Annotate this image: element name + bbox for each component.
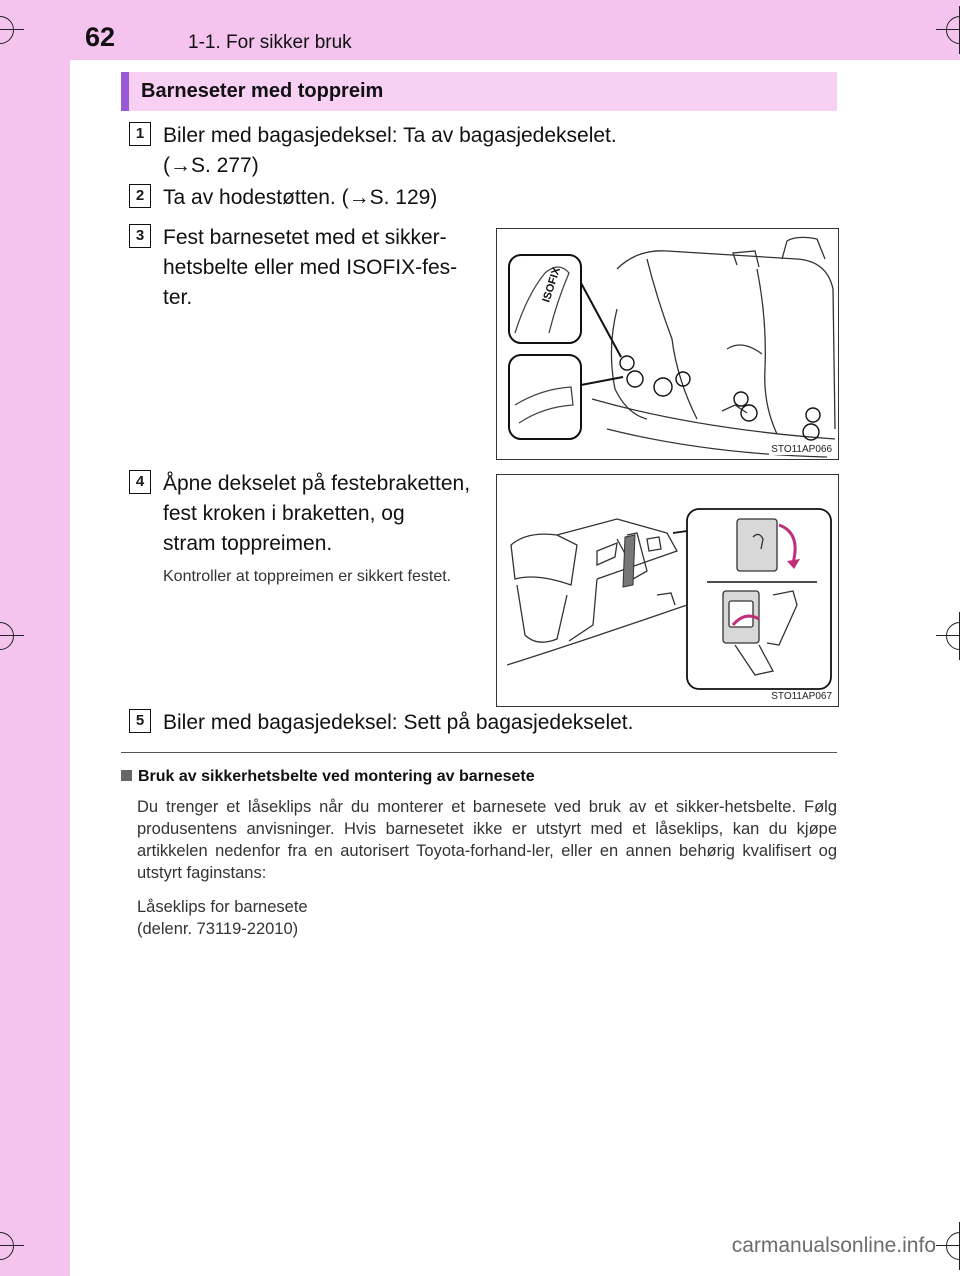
crop-mark-icon [0,6,24,54]
part-number: (delenr. 73119-22010) [137,920,299,938]
figure-code: STO11AP066 [771,444,832,455]
step-text-ref: (→S. 277) [163,154,259,177]
watermark: carmanualsonline.info [731,1234,936,1257]
crop-mark-icon [0,1222,24,1270]
figure-rear-seat-isofix [496,228,839,460]
step-text: Biler med bagasjedeksel: Ta av bagasjedekselet. [163,124,617,147]
crop-mark-icon [0,612,24,660]
rear-seat-illustration [497,229,838,459]
step-text: Fest barnesetet med et sikker- [163,226,447,249]
step-text: hetsbelte eller med ISOFIX-fes- [163,256,458,279]
figure-code: STO11AP067 [771,691,832,702]
page-number: 62 [85,22,116,52]
section-divider [121,752,837,753]
figure-top-tether-bracket [496,474,839,707]
tether-bracket-illustration [497,475,838,706]
step-text: stram toppreimen. [163,532,333,555]
isofix-label: ISOFIX [540,265,563,304]
crop-mark-icon [936,612,960,660]
crop-mark-icon [936,6,960,54]
subheading: Barneseter med toppreim [121,72,837,111]
note-heading [121,768,535,786]
part-name: Låseklips for barnesete [137,898,308,916]
step-text: fest kroken i braketten, og [163,502,405,525]
step-number: 5 [129,709,151,733]
step-note: Kontroller at toppreimen er sikkert festet. [163,568,452,585]
step-text: ter. [163,286,193,309]
step-number: 4 [129,470,151,494]
step-number: 1 [129,122,151,146]
step-number: 3 [129,224,151,248]
bullet-square-icon [121,770,132,781]
section-title: 1-1. For sikker bruk [188,32,352,53]
crop-mark-icon [936,1222,960,1270]
note-heading-text: Bruk av sikkerhetsbelte ved montering av barnesete [138,768,535,785]
note-body: Du trenger et låseklips når du monterer et barnesete ved bruk av et sikker-hetsbelte. Følg produsentens anvisninger. Hvis barnesetet ikke er utstyrt med et låseklips, kan du kjøpe artikkelen nedenfor fra en autorisert Toyota-forhand-ler, eller en annen behørig kvalifisert og utstyrt faginstans: [137,798,837,882]
step-text: Åpne dekselet på festebraketten, [163,472,471,495]
step-text: Biler med bagasjedeksel: Sett på bagasjedekselet. [163,711,634,734]
step-number: 2 [129,184,151,208]
step-text: Ta av hodestøtten. (→S. 129) [163,186,438,209]
